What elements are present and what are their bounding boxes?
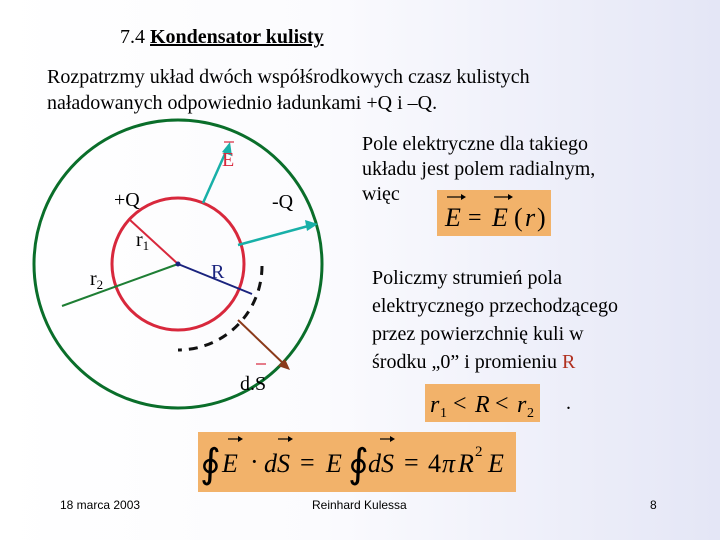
formula-E-func: E xyxy=(492,203,508,232)
label-dS: d.S xyxy=(240,373,267,395)
formula-eq: = xyxy=(468,205,482,231)
radius-r2-line xyxy=(62,264,178,306)
center-point xyxy=(176,262,181,267)
gauss-four: 4 xyxy=(428,449,441,478)
flux-line-2: elektrycznego przechodzącego xyxy=(372,295,618,317)
cond-r1: r xyxy=(430,392,440,418)
gauss-pi: π xyxy=(442,449,456,478)
condition-period: . xyxy=(566,392,571,414)
formula-r: r xyxy=(525,203,536,232)
cond-r2-sub: 2 xyxy=(527,406,534,421)
contour-integral-1: ∮ xyxy=(200,441,221,486)
gauss-dS: dS xyxy=(264,449,290,478)
cond-lt-1: < xyxy=(453,391,467,417)
label-r1-main: r xyxy=(136,229,143,251)
cond-r2: r xyxy=(517,392,527,418)
label-r2-sub: 2 xyxy=(96,277,104,292)
gauss-eq-2: = xyxy=(404,448,419,477)
gauss-eq-1: = xyxy=(300,448,315,477)
dS-arrow xyxy=(238,320,286,366)
gauss-square: 2 xyxy=(475,444,483,460)
section-number: 7.4 xyxy=(120,26,145,48)
label-r2 xyxy=(90,268,103,292)
cond-r1-sub: 1 xyxy=(440,406,447,421)
intro-line-1: Rozpatrzmy układ dwóch współśrodkowych czasz kulistych xyxy=(47,66,530,88)
flux-line-1: Policzmy strumień pola xyxy=(372,267,562,289)
footer-author: Reinhard Kulessa xyxy=(312,498,407,512)
gauss-E-3: E xyxy=(488,449,504,478)
title-text: Kondensator kulisty xyxy=(150,26,324,48)
label-r2-main: r xyxy=(90,268,97,290)
field-line-1: Pole elektryczne dla takiego xyxy=(362,133,589,155)
gauss-E-2: E xyxy=(326,449,342,478)
flux-line-3: przez powierzchnię kuli w xyxy=(372,323,584,345)
label-minus-Q: -Q xyxy=(272,191,294,213)
contour-integral-2: ∮ xyxy=(348,441,369,486)
field-line-2: układu jest polem radialnym, xyxy=(362,158,596,180)
gauss-R: R xyxy=(458,449,474,478)
label-E: E xyxy=(222,149,235,171)
gauss-dot: · xyxy=(250,447,259,476)
field-arrow-outer xyxy=(238,225,312,245)
cond-R: R xyxy=(475,392,490,418)
formula-lparen: ( xyxy=(514,203,523,232)
field-line-3: więc xyxy=(362,183,400,205)
gauss-E: E xyxy=(222,449,238,478)
formula-E: E xyxy=(445,203,461,232)
cond-lt-2: < xyxy=(495,391,509,417)
label-plus-Q: +Q xyxy=(114,189,140,211)
gauss-dS-2: dS xyxy=(368,449,394,478)
formula-rparen: ) xyxy=(537,203,546,232)
label-r1 xyxy=(136,229,149,253)
intro-line-2: naładowanych odpowiednio ładunkami +Q i –Q. xyxy=(47,92,438,114)
footer-date: 18 marca 2003 xyxy=(60,498,141,512)
flux-line-4-text: środku „0” i promieniu xyxy=(372,351,562,373)
label-r1-sub: 1 xyxy=(142,238,150,253)
label-R: R xyxy=(211,261,225,283)
footer-page-number: 8 xyxy=(650,498,657,512)
flux-R-highlight: R xyxy=(561,351,576,373)
